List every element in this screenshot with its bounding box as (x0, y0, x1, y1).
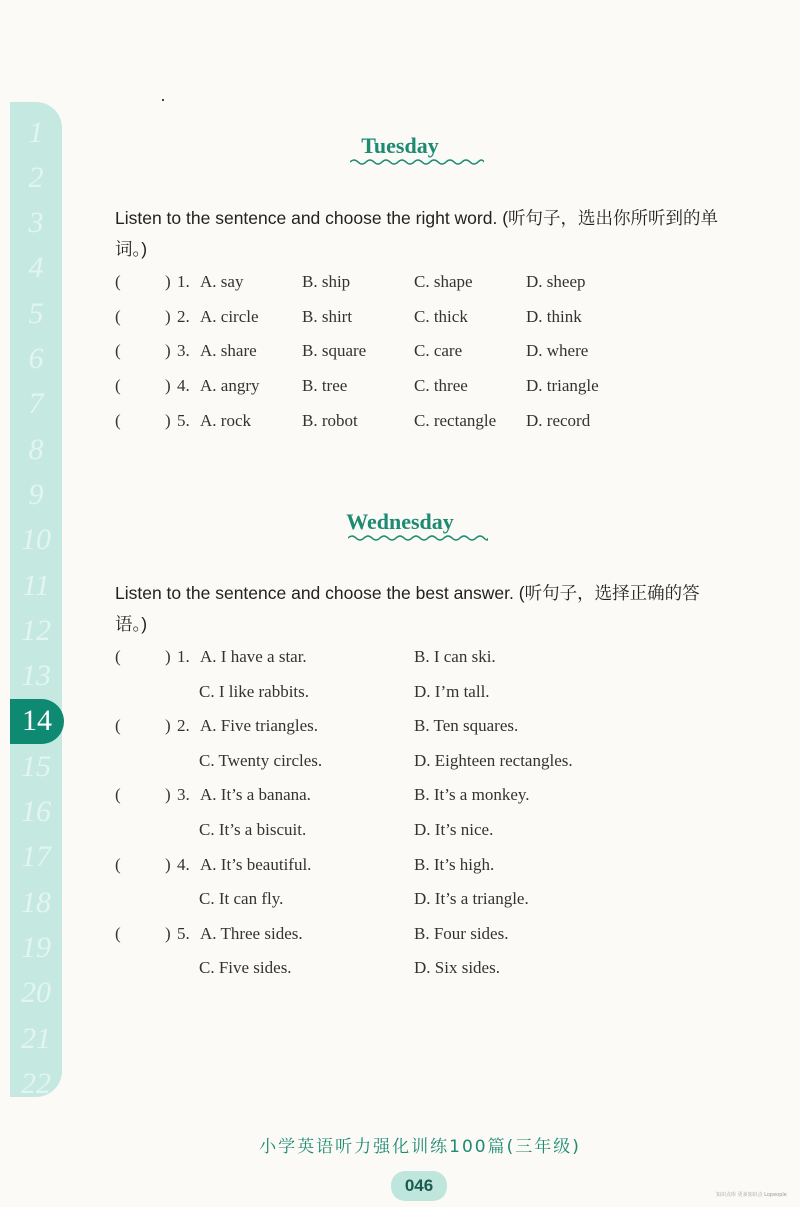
option-c: C. thick (414, 306, 468, 326)
option-d: D. triangle (526, 376, 599, 396)
wednesday-title: Wednesday (346, 509, 454, 534)
option-b: B. It’s a monkey. (414, 785, 530, 805)
wednesday-instruction: Listen to the sentence and choose the best answer. (听句子，选择正确的答语。) (115, 583, 700, 634)
option-b: B. ship (302, 272, 351, 291)
tuesday-title: Tuesday (361, 133, 439, 158)
question-number: 3. (177, 341, 190, 361)
chapter-tab-11[interactable]: 11 (22, 568, 50, 602)
option-c: C. shape (414, 272, 473, 291)
chapter-tab-10[interactable]: 10 (21, 523, 51, 557)
answer-blank-open: ( (115, 647, 121, 666)
chapter-tab-14[interactable]: 14 (10, 699, 64, 744)
answer-blank-open: ( (115, 341, 121, 361)
answer-blank-open: ( (115, 306, 121, 326)
option-b: B. Ten squares. (414, 716, 519, 736)
chapter-tab-20[interactable]: 20 (21, 976, 51, 1010)
option-a: A. share (200, 341, 257, 361)
chapter-tab-12[interactable]: 12 (21, 613, 51, 647)
option-b: B. square (302, 341, 367, 361)
option-d: D. sheep (526, 272, 586, 291)
chapter-tab-19[interactable]: 19 (21, 930, 51, 964)
title-underline-wave (350, 158, 484, 166)
chapter-tab-bar (10, 102, 62, 1100)
answer-blank-close: ) (165, 410, 171, 430)
option-a: A. I have a star. (200, 647, 307, 666)
option-c: C. rectangle (414, 410, 497, 430)
answer-blank-open: ( (115, 854, 121, 874)
answer-blank-open: ( (115, 923, 121, 943)
answer-blank-open: ( (115, 785, 121, 805)
option-c: C. three (414, 376, 468, 396)
option-d: D. record (526, 410, 591, 430)
chapter-tab-4[interactable]: 4 (28, 251, 44, 285)
page-number: 046 (391, 1171, 447, 1201)
option-b: B. tree (302, 376, 348, 396)
chapter-tab-1[interactable]: 1 (28, 115, 44, 149)
answer-blank-open: ( (115, 272, 121, 291)
option-b: B. It’s high. (414, 854, 495, 874)
chapter-tab-15[interactable]: 15 (21, 749, 51, 783)
option-a: A. circle (200, 306, 259, 326)
chapter-tab-13[interactable]: 13 (21, 659, 51, 693)
answer-blank-open: ( (115, 716, 121, 736)
answer-blank-close: ) (165, 647, 171, 666)
answer-blank-close: ) (165, 716, 171, 736)
answer-blank-close: ) (165, 272, 171, 291)
option-c: C. I like rabbits. (199, 681, 310, 701)
option-b: B. I can ski. (414, 647, 496, 666)
answer-blank-close: ) (165, 854, 171, 874)
tuesday-instruction: Listen to the sentence and choose the right word. (听句子，选出你所听到的单词。) (115, 208, 719, 259)
question-number: 4. (177, 854, 190, 874)
chapter-tab-6[interactable]: 6 (28, 342, 44, 375)
question-number: 1. (177, 647, 190, 666)
chapter-tab-21[interactable]: 21 (21, 1021, 51, 1055)
chapter-tab-17[interactable]: 17 (21, 840, 51, 874)
option-d: D. It’s nice. (414, 819, 494, 839)
question-number: 1. (177, 272, 190, 291)
option-a: A. It’s a banana. (200, 785, 311, 805)
option-a: A. angry (200, 376, 260, 396)
chapter-tab-7[interactable]: 7 (28, 387, 44, 421)
chapter-tab-9[interactable]: 9 (28, 477, 44, 511)
option-c: C. It can fly. (199, 889, 284, 909)
title-underline-wave (348, 534, 488, 542)
option-a: A. It’s beautiful. (200, 854, 312, 874)
chapter-tab-16[interactable]: 16 (21, 795, 51, 828)
question-number: 5. (177, 410, 190, 430)
option-c: C. care (414, 341, 463, 361)
option-d: D. Eighteen rectangles. (414, 750, 573, 770)
chapter-tab-3[interactable]: 3 (28, 206, 44, 240)
answer-blank-close: ) (165, 341, 171, 361)
option-a: A. Three sides. (200, 923, 303, 943)
book-title: 小学英语听力强化训练100篇(三年级) (259, 1137, 581, 1157)
chapter-tab-8[interactable]: 8 (28, 432, 44, 466)
answer-blank-open: ( (115, 410, 121, 430)
chapter-tab-2[interactable]: 2 (28, 160, 44, 194)
speck (162, 99, 164, 101)
option-a: A. say (200, 272, 244, 291)
option-c: C. It’s a biscuit. (199, 819, 307, 839)
question-number: 2. (177, 306, 190, 326)
option-c: C. Five sides. (199, 958, 292, 978)
watermark: 知识点库 更多知识点 Lopeople (716, 1192, 787, 1198)
option-b: B. shirt (302, 306, 353, 326)
option-d: D. Six sides. (414, 958, 500, 978)
answer-blank-close: ) (165, 923, 171, 943)
option-a: A. rock (200, 410, 251, 430)
question-number: 3. (177, 785, 190, 805)
option-d: D. think (526, 306, 582, 326)
option-b: B. robot (302, 410, 358, 430)
chapter-tab-22[interactable]: 22 (21, 1066, 51, 1100)
answer-blank-open: ( (115, 376, 121, 396)
option-b: B. Four sides. (414, 923, 509, 943)
option-d: D. It’s a triangle. (414, 889, 529, 909)
chapter-tab-5[interactable]: 5 (28, 296, 44, 330)
answer-blank-close: ) (165, 306, 171, 326)
option-d: D. where (526, 341, 589, 361)
question-number: 5. (177, 923, 190, 943)
question-number: 2. (177, 716, 190, 736)
answer-blank-close: ) (165, 785, 171, 805)
chapter-tab-18[interactable]: 18 (21, 885, 51, 919)
option-c: C. Twenty circles. (199, 750, 323, 770)
question-number: 4. (177, 376, 190, 396)
option-d: D. I’m tall. (414, 681, 490, 701)
answer-blank-close: ) (165, 376, 171, 396)
option-a: A. Five triangles. (200, 716, 319, 736)
